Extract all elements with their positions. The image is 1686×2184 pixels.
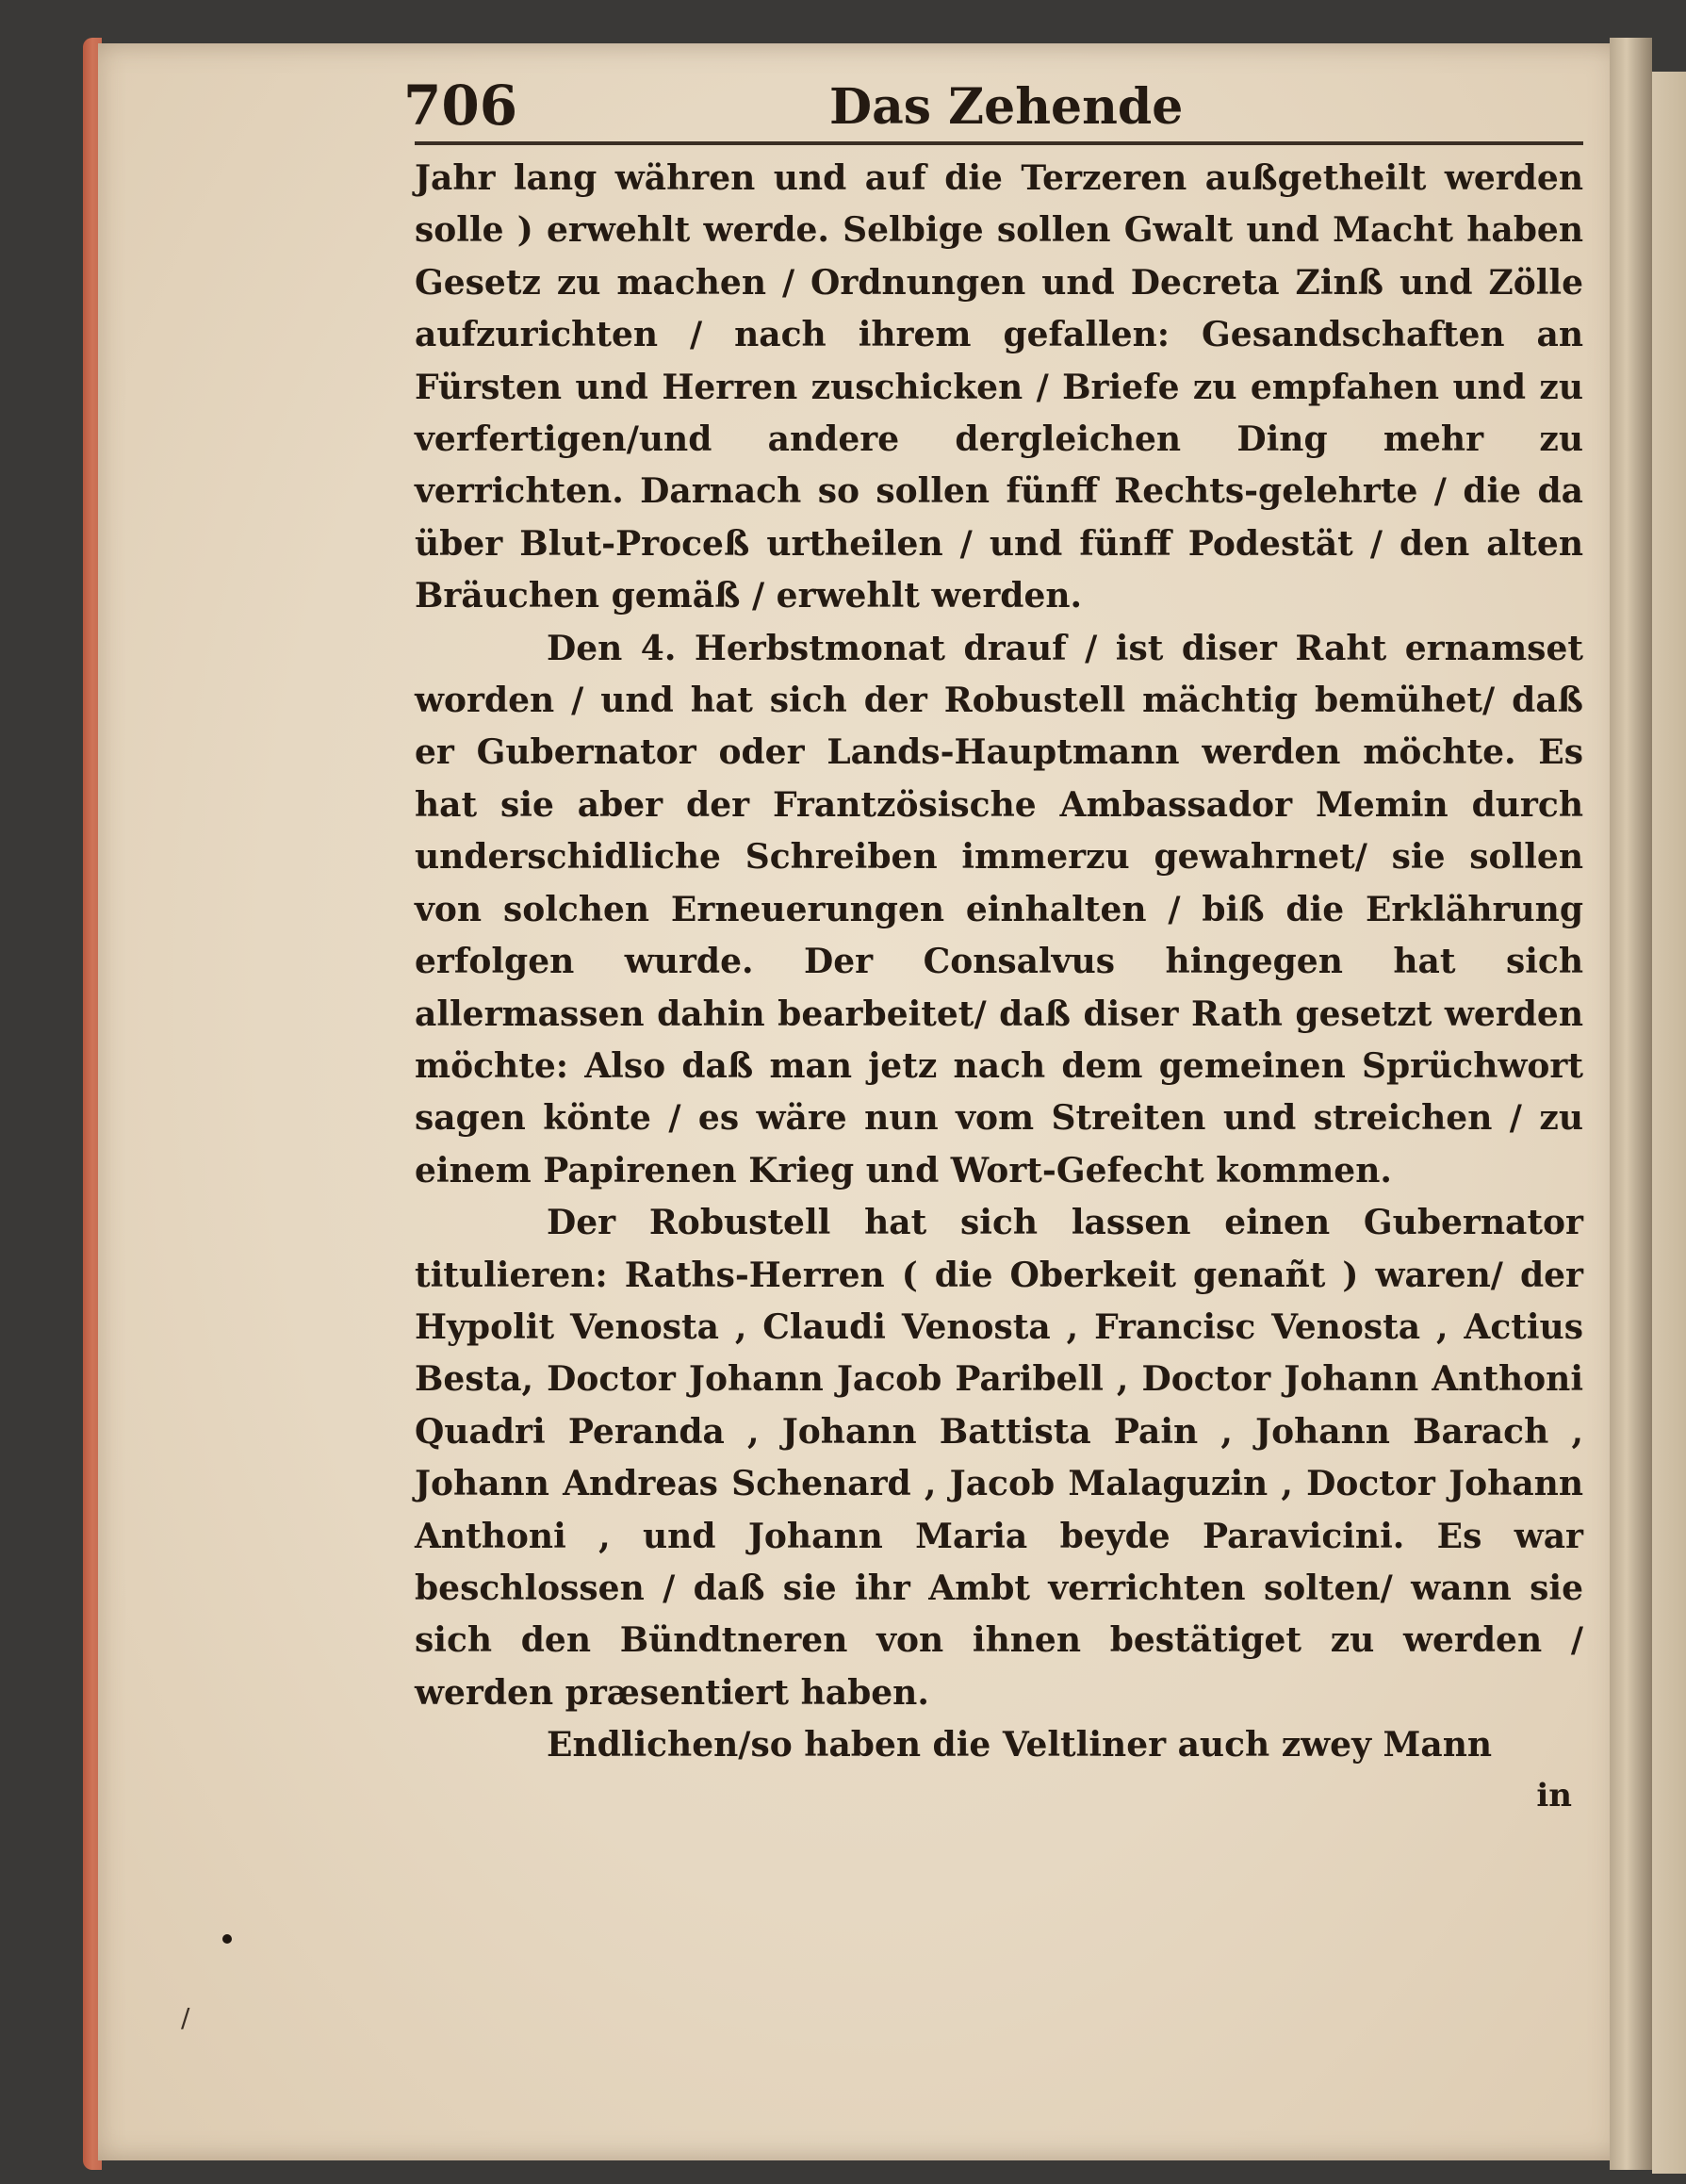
- paragraph-3: Der Robustell hat sich lassen einen Gubernator titulieren: Raths-Herren ( die Oberkeit genañt ) waren/ der Hypolit Venosta , Claudi Venosta , Francisc Venosta , Actius Besta, Doctor Johann Jacob Paribell , Doctor Johann Anthoni Quadri Peranda , Johann Battista Pain , Johann Barach , Johann Andreas Schenard , Jacob Malaguzin , Doctor Johann Anthoni , und Johann Maria beyde Paravicini. Es war beschlossen / daß sie ihr Ambt verrichten solten/ wann sie sich den Bündtneren von ihnen bestätiget zu werden / werden præsentiert haben.: [415, 1203, 1583, 1713]
- page-header: [403, 74, 1583, 145]
- facing-page-edge: [1652, 72, 1686, 2174]
- running-title: Das Zehende: [829, 78, 1184, 136]
- book-gutter: [1610, 38, 1652, 2170]
- page-number: 706: [403, 74, 518, 138]
- paragraph-4: Endlichen/so haben die Veltliner auch zwey Mann: [547, 1725, 1493, 1765]
- ink-dot: [222, 1934, 232, 1944]
- page-content: [403, 74, 1583, 1819]
- paragraph-1: Jahr lang währen und auf die Terzeren außgetheilt werden solle ) erwehlt werde. Selbige sollen Gwalt und Macht haben Gesetz zu machen / Ordnungen und Decreta Zinß und Zölle aufzurichten / nach ihrem gefallen: Gesandschaften an Fürsten und Herren zuschicken / Briefe zu empfahen und zu verfertigen/und andere dergleichen Ding mehr zu verrichten. Darnach so sollen fünff Rechts-gelehrte / die da über Blut-Proceß urtheilen / und fünff Podestät / den alten Bräuchen gemäß / erwehlt werden.: [415, 158, 1583, 616]
- catchword-line: [415, 1772, 1583, 1819]
- pencil-mark: /: [181, 2002, 190, 2033]
- catchword: in: [1536, 1776, 1572, 1815]
- paragraph-2: Den 4. Herbstmonat drauf / ist diser Raht ernamset worden / und hat sich der Robustell mächtig bemühet/ daß er Gubernator oder Lands-Hauptmann werden möchte. Es hat sie aber der Frantzösische Ambassador Memin durch underschidliche Schreiben immerzu gewahrnet/ sie sollen von solchen Erneuerungen einhalten / biß die Erklährung erfolgen wurde. Der Consalvus hingegen hat sich allermassen dahin bearbeitet/ daß diser Rath gesetzt werden möchte: Also daß man jetz nach dem gemeinen Sprüchwort sagen könte / es wäre nun vom Streiten und streichen / zu einem Papirenen Krieg und Wort-Gefecht kommen.: [415, 628, 1583, 1191]
